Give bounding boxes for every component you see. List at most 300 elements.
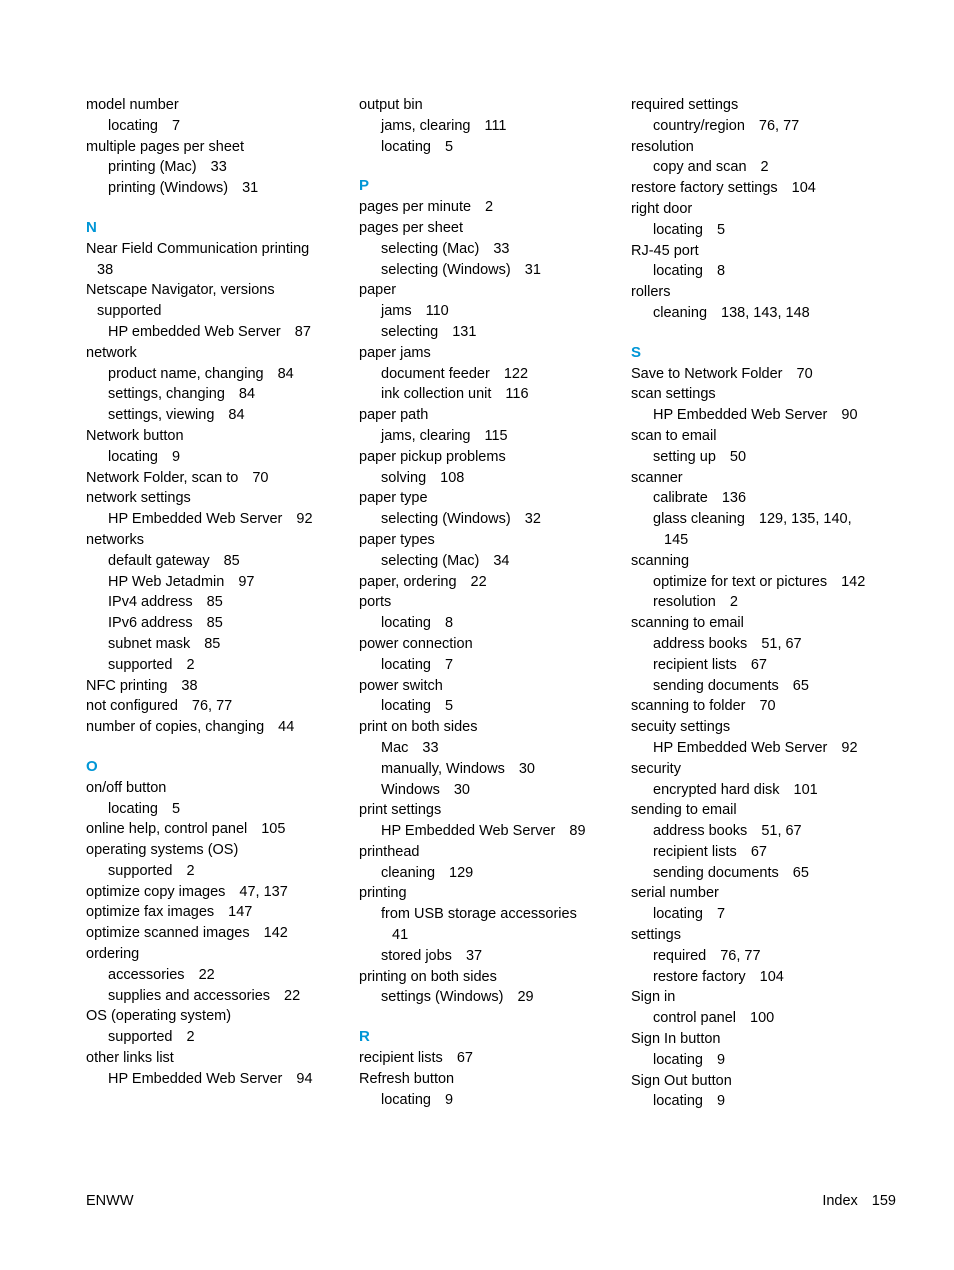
index-subentry — [631, 967, 901, 988]
page-reference: 2 — [729, 594, 738, 611]
index-term: subnet mask — [108, 635, 191, 652]
index-entry — [86, 137, 356, 158]
index-term: serial number — [631, 885, 719, 902]
index-subentry — [631, 676, 901, 697]
index-term: required settings — [631, 97, 739, 113]
index-entry — [359, 1069, 629, 1090]
index-term: printing (Windows) — [108, 180, 229, 197]
index-entry — [631, 1029, 901, 1050]
index-subentry — [86, 986, 356, 1007]
page-reference: 30 — [453, 781, 470, 798]
index-entry — [86, 1006, 356, 1027]
index-entry — [86, 819, 356, 840]
page-reference: 108 — [440, 469, 465, 486]
index-term: sending documents — [653, 677, 779, 694]
page-reference: 7 — [171, 117, 181, 134]
page-reference: 2 — [186, 656, 195, 673]
index-term: control panel — [653, 1010, 737, 1027]
page-reference: 32 — [524, 511, 541, 528]
page-reference: 122 — [503, 365, 529, 382]
page-reference: 115 — [484, 427, 508, 444]
index-entry — [86, 343, 356, 364]
index-term: scanning to folder — [631, 698, 746, 715]
index-term: ink collection unit — [381, 386, 492, 403]
index-term: ports — [359, 594, 392, 611]
index-term: jams, clearing — [381, 117, 471, 134]
index-subentry — [359, 384, 629, 405]
index-term: printing (Mac) — [108, 159, 197, 176]
page-reference: 70 — [252, 469, 269, 486]
index-entry — [631, 282, 901, 303]
index-term: optimize scanned images — [86, 925, 250, 942]
section-letter-p: P — [359, 177, 370, 195]
index-subentry — [86, 509, 356, 530]
index-subentry — [631, 655, 901, 676]
index-term: scan settings — [631, 386, 716, 403]
index-term: ordering — [86, 946, 140, 963]
index-subentry — [359, 696, 629, 717]
index-term: rollers — [631, 284, 671, 301]
page-reference: 85 — [206, 615, 223, 632]
index-term: locating — [108, 448, 158, 465]
index-subentry — [86, 322, 356, 343]
index-entry — [86, 778, 356, 799]
page-reference: 34 — [493, 552, 510, 569]
index-subentry — [631, 842, 901, 863]
index-term: scanning to email — [631, 615, 744, 632]
index-term: OS (operating system) — [86, 1008, 232, 1025]
index-term: HP Web Jetadmin — [108, 573, 225, 590]
index-term: HP embedded Web Server — [108, 323, 281, 340]
index-term: RJ-45 port — [631, 242, 699, 259]
index-term: paper, ordering — [359, 573, 457, 590]
index-term: HP Embedded Web Server — [381, 823, 556, 840]
index-term: HP Embedded Web Server — [108, 1070, 283, 1087]
page-reference: 9 — [716, 1051, 726, 1068]
index-term: Network button — [86, 427, 184, 444]
index-subentry — [86, 1027, 356, 1048]
index-entry — [359, 800, 629, 821]
page-reference: 110 — [425, 303, 449, 320]
page-reference: 100 — [750, 1010, 775, 1027]
index-subentry — [86, 116, 356, 137]
page-reference: 37 — [465, 947, 483, 964]
index-subentry — [359, 904, 629, 925]
index-term: restore factory settings — [631, 180, 778, 197]
index-entry — [86, 717, 356, 738]
index-term: paper — [359, 282, 397, 299]
index-entry — [631, 883, 901, 904]
index-term: paper type — [359, 490, 428, 507]
index-entry — [86, 530, 356, 551]
index-subentry — [86, 572, 356, 593]
index-subentry — [631, 303, 901, 324]
index-entry — [631, 468, 901, 489]
index-term: network settings — [86, 490, 191, 507]
index-subentry — [86, 613, 356, 634]
index-term: settings — [631, 927, 681, 944]
index-entry — [86, 902, 356, 923]
index-entry — [359, 197, 629, 218]
index-entry — [359, 717, 629, 738]
index-term: cleaning — [381, 864, 436, 881]
index-term: encrypted hard disk — [653, 781, 780, 798]
index-subentry — [86, 1069, 356, 1090]
index-subentry — [359, 946, 629, 967]
index-entry — [631, 199, 901, 220]
index-term: locating — [108, 117, 158, 134]
index-term: settings (Windows) — [381, 989, 504, 1006]
index-entry — [631, 426, 901, 447]
index-subentry — [359, 551, 629, 572]
page-reference: 5 — [444, 138, 454, 155]
index-entry — [359, 343, 629, 364]
index-entry — [631, 241, 901, 262]
index-term: secuity settings — [631, 719, 731, 736]
index-entry — [359, 634, 629, 655]
page-reference: 104 — [759, 968, 784, 985]
page-reference: 31 — [524, 261, 541, 278]
index-entry — [631, 717, 901, 738]
index-term: resolution — [631, 138, 694, 155]
index-column-2 — [359, 95, 629, 1110]
index-entry — [86, 676, 356, 697]
index-entry — [359, 488, 629, 509]
index-term: accessories — [108, 966, 185, 983]
index-term: locating — [381, 656, 431, 673]
index-subentry — [359, 655, 629, 676]
index-entry — [359, 218, 629, 239]
page-reference: 111 — [484, 117, 507, 134]
page-reference: 2 — [186, 862, 195, 879]
index-term: Mac — [381, 739, 409, 756]
index-subentry — [631, 946, 901, 967]
page-reference: 67 — [750, 843, 767, 860]
index-entry — [359, 572, 629, 593]
index-term: locating — [381, 1091, 431, 1108]
index-subentry — [359, 260, 629, 281]
index-entry — [631, 364, 901, 385]
page-reference: 76, 77 — [720, 947, 761, 964]
index-term: operating systems (OS) — [86, 842, 239, 859]
index-term: solving — [381, 469, 427, 486]
page-reference: 33 — [422, 739, 439, 756]
index-term: default gateway — [108, 552, 210, 569]
index-subentry — [631, 157, 901, 178]
page-reference: 33 — [493, 240, 510, 257]
index-term: printhead — [359, 843, 420, 860]
index-term: manually, Windows — [381, 760, 505, 777]
index-entry — [86, 944, 356, 965]
index-entry — [359, 447, 629, 468]
page-reference: 65 — [792, 677, 809, 694]
index-term: multiple pages per sheet — [86, 138, 244, 155]
index-term: settings, viewing — [108, 407, 215, 424]
index-entry — [359, 967, 629, 988]
index-term: locating — [381, 138, 431, 155]
index-term: paper jams — [359, 344, 431, 361]
index-term: locating — [653, 1093, 703, 1110]
index-subentry — [359, 987, 629, 1008]
index-term: Refresh button — [359, 1070, 455, 1087]
index-entry — [86, 1048, 356, 1069]
page-reference: 85 — [204, 635, 221, 652]
page-reference: 90 — [841, 407, 858, 424]
index-term: selecting (Windows) — [381, 511, 511, 528]
index-subentry — [631, 634, 901, 655]
index-subentry — [359, 468, 629, 489]
index-subentry — [359, 759, 629, 780]
index-term: paper pickup problems — [359, 448, 506, 465]
index-subentry — [631, 1050, 901, 1071]
page-reference: 138, 143, 148 — [721, 304, 810, 321]
index-term: networks — [86, 531, 145, 548]
index-term: locating — [108, 800, 158, 817]
page-reference: 2 — [760, 159, 769, 176]
index-term: supported — [108, 656, 173, 673]
index-subentry — [359, 780, 629, 801]
page-reference: 116 — [505, 386, 529, 403]
index-subentry — [359, 1090, 629, 1111]
index-term: supported — [108, 1029, 173, 1046]
page-reference: 104 — [791, 180, 816, 197]
index-term: optimize for text or pictures — [653, 573, 828, 590]
index-subentry — [86, 799, 356, 820]
index-entry — [359, 530, 629, 551]
index-subentry — [86, 157, 356, 178]
index-term: sending documents — [653, 864, 779, 881]
index-subentry — [631, 405, 901, 426]
index-subentry — [86, 405, 356, 426]
page-reference: 7 — [444, 656, 454, 673]
index-term: 41 — [392, 927, 409, 944]
index-term: power switch — [359, 677, 443, 694]
page-reference: 2 — [186, 1029, 195, 1046]
index-term: supported — [97, 303, 162, 320]
page-reference: 22 — [284, 987, 301, 1004]
index-term: supported — [108, 862, 173, 879]
index-term: document feeder — [381, 365, 490, 382]
index-subentry — [359, 137, 629, 158]
page-reference: 47, 137 — [239, 883, 288, 900]
index-term: IPv4 address — [108, 594, 193, 611]
index-subentry — [631, 592, 901, 613]
index-term: network — [86, 344, 137, 361]
page-reference: 51, 67 — [761, 823, 802, 840]
index-entry — [86, 468, 356, 489]
index-term: right door — [631, 200, 693, 217]
index-term: calibrate — [653, 490, 708, 507]
index-entry — [359, 280, 629, 301]
index-term: scanner — [631, 469, 683, 486]
index-subentry — [631, 116, 901, 137]
section-letter-n: N — [86, 218, 97, 236]
index-term: scanning — [631, 552, 690, 569]
index-term: jams — [381, 303, 412, 320]
page-reference: 97 — [238, 573, 255, 590]
index-entry — [359, 676, 629, 697]
page-reference: 85 — [206, 594, 223, 611]
index-term: recipient lists — [359, 1050, 443, 1067]
index-term: Windows — [381, 781, 440, 798]
index-term: product name, changing — [108, 365, 264, 382]
index-subentry — [631, 1091, 901, 1112]
index-term: print on both sides — [359, 719, 478, 736]
footer-page-number: 159 — [871, 1193, 896, 1209]
page-reference: 84 — [238, 386, 256, 403]
index-entry — [359, 883, 629, 904]
index-subentry — [359, 821, 629, 842]
index-term: selecting (Mac) — [381, 240, 480, 257]
index-entry — [359, 95, 629, 116]
index-term: country/region — [653, 117, 745, 134]
index-term: printing — [359, 885, 407, 902]
index-entry — [631, 137, 901, 158]
index-subentry — [86, 634, 356, 655]
index-term: online help, control panel — [86, 821, 248, 838]
index-term: Sign Out button — [631, 1072, 732, 1089]
index-term: optimize fax images — [86, 904, 215, 921]
index-entry — [86, 696, 356, 717]
index-subentry — [359, 116, 629, 137]
index-term: locating — [653, 1051, 703, 1068]
index-term: address books — [653, 823, 748, 840]
index-subentry — [359, 239, 629, 260]
index-term: security — [631, 760, 681, 777]
index-term: Near Field Communication printing — [86, 240, 310, 257]
section-letter-s: S — [631, 343, 642, 361]
page-reference: 33 — [210, 159, 227, 176]
page-reference: 70 — [759, 698, 776, 715]
index-term: output bin — [359, 97, 423, 113]
index-term: HP Embedded Web Server — [653, 407, 828, 424]
index-term: selecting (Mac) — [381, 552, 480, 569]
index-term: on/off button — [86, 779, 167, 796]
index-entry-continuation — [359, 925, 629, 946]
index-term: glass cleaning — [653, 511, 745, 528]
index-entry — [359, 842, 629, 863]
index-subentry — [631, 780, 901, 801]
section-letter-r: R — [359, 1028, 370, 1046]
index-entry — [86, 488, 356, 509]
page-reference: 5 — [171, 800, 181, 817]
index-subentry — [86, 965, 356, 986]
index-entry — [631, 800, 901, 821]
page-reference: 50 — [729, 448, 747, 465]
page-reference: 44 — [278, 719, 295, 736]
index-term: model number — [86, 97, 179, 113]
index-subentry — [86, 384, 356, 405]
index-subentry — [359, 426, 629, 447]
index-subentry — [86, 861, 356, 882]
page-reference: 92 — [841, 739, 858, 756]
index-subentry — [631, 904, 901, 925]
index-subentry — [631, 447, 901, 468]
index-term: address books — [653, 635, 748, 652]
index-subentry — [86, 447, 356, 468]
index-term: jams, clearing — [381, 427, 471, 444]
index-entry — [631, 1071, 901, 1092]
index-subentry — [631, 863, 901, 884]
index-term: paper types — [359, 531, 435, 548]
index-term: NFC printing — [86, 677, 168, 694]
index-term: not configured — [86, 698, 178, 715]
index-term: pages per minute — [359, 199, 472, 216]
index-term: power connection — [359, 635, 473, 652]
page-reference: 38 — [181, 677, 198, 694]
index-term: HP Embedded Web Server — [653, 739, 828, 756]
index-term: supplies and accessories — [108, 987, 271, 1004]
page-reference: 22 — [470, 573, 487, 590]
page-reference: 5 — [716, 221, 726, 238]
index-subentry — [86, 551, 356, 572]
index-term: locating — [381, 698, 431, 715]
footer-section: Index — [822, 1193, 858, 1209]
index-term: Sign In button — [631, 1031, 721, 1048]
index-entry — [631, 95, 901, 116]
page-reference: 92 — [296, 511, 313, 528]
index-term: selecting (Windows) — [381, 261, 511, 278]
index-entry — [631, 759, 901, 780]
index-subentry — [359, 301, 629, 322]
footer-page-info — [822, 1190, 896, 1212]
page-reference: 101 — [793, 781, 818, 798]
page-reference: 31 — [242, 180, 259, 197]
page-reference: 94 — [296, 1070, 313, 1087]
page-reference: 131 — [452, 323, 477, 340]
index-entry — [86, 239, 356, 260]
index-subentry — [631, 220, 901, 241]
index-term: Save to Network Folder — [631, 365, 783, 382]
index-term: selecting — [381, 323, 439, 340]
index-term: print settings — [359, 802, 442, 819]
page-reference: 84 — [228, 407, 245, 424]
page-reference: 129, 135, 140, — [758, 511, 852, 528]
index-entry — [631, 178, 901, 199]
index-term: locating — [653, 906, 703, 923]
index-subentry — [631, 572, 901, 593]
index-entry — [86, 95, 356, 116]
page-reference: 76, 77 — [758, 117, 800, 134]
index-term: sending to email — [631, 802, 737, 819]
index-term: other links list — [86, 1050, 174, 1067]
index-term: cleaning — [653, 304, 708, 321]
index-entry — [359, 592, 629, 613]
page-reference: 2 — [485, 199, 494, 216]
index-term: Sign in — [631, 989, 676, 1006]
page-reference: 22 — [198, 966, 215, 983]
index-term: Netscape Navigator, versions — [86, 282, 275, 299]
page-reference: 9 — [171, 448, 181, 465]
index-entry — [631, 925, 901, 946]
index-term: printing on both sides — [359, 968, 497, 985]
index-entry — [86, 280, 356, 301]
index-term: resolution — [653, 594, 716, 611]
index-subentry — [86, 178, 356, 199]
index-subentry — [631, 821, 901, 842]
index-entry — [86, 840, 356, 861]
page-reference: 51, 67 — [761, 635, 802, 652]
page-reference: 89 — [569, 823, 586, 840]
page-reference: 7 — [716, 906, 726, 923]
index-term: pages per sheet — [359, 219, 463, 236]
index-term: Network Folder, scan to — [86, 469, 239, 486]
index-subentry — [631, 261, 901, 282]
index-entry — [86, 923, 356, 944]
index-subentry — [631, 509, 901, 530]
index-term: paper path — [359, 407, 429, 424]
index-term: IPv6 address — [108, 615, 193, 632]
